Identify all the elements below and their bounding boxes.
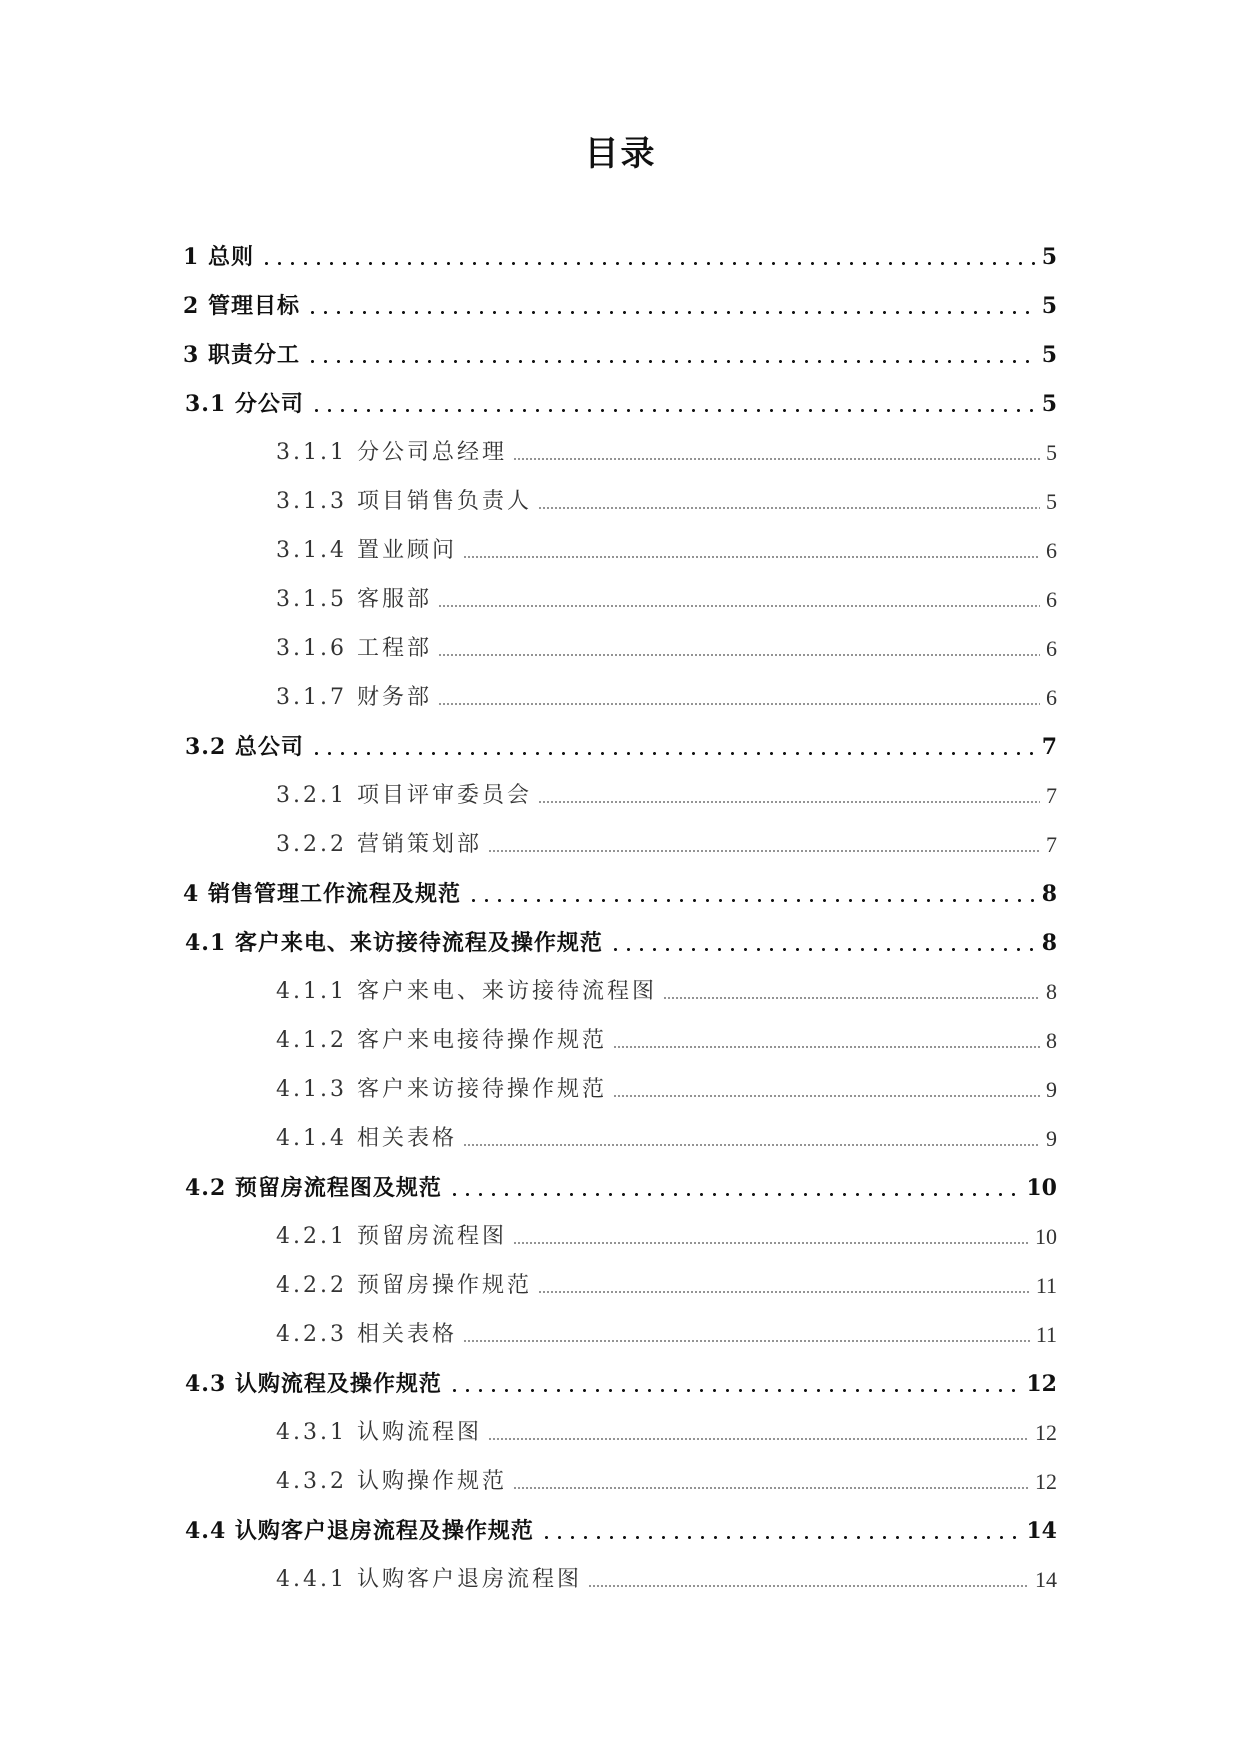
toc-entry[interactable] bbox=[0, 1310, 1241, 1359]
toc-dot-leader bbox=[448, 1173, 1020, 1203]
toc-dot-leader bbox=[588, 1565, 1029, 1595]
toc-entry-label: 4.2.3 相关表格 bbox=[276, 1321, 457, 1347]
toc-page-number: 5 bbox=[1041, 243, 1057, 270]
toc-page-number: 8 bbox=[1046, 978, 1057, 1004]
toc-entry[interactable] bbox=[0, 771, 1241, 820]
toc-page-number: 8 bbox=[1046, 1027, 1057, 1053]
toc-dot-leader bbox=[488, 830, 1040, 860]
toc-dot-leader bbox=[438, 634, 1040, 664]
toc-dot-leader bbox=[438, 585, 1040, 615]
toc-entry-label: 3.1.4 置业顾问 bbox=[276, 537, 457, 563]
toc-entry[interactable] bbox=[0, 281, 1241, 330]
toc-entry[interactable] bbox=[0, 673, 1241, 722]
toc-page-number: 6 bbox=[1046, 635, 1057, 661]
toc-entry[interactable] bbox=[0, 918, 1241, 967]
toc-page-number: 5 bbox=[1046, 488, 1057, 514]
toc-entry[interactable] bbox=[0, 575, 1241, 624]
toc-dot-leader bbox=[613, 1026, 1040, 1056]
toc-page-number: 11 bbox=[1035, 1272, 1057, 1298]
toc-entry-label: 3.1.3 项目销售负责人 bbox=[276, 488, 532, 514]
toc-entry-label: 4.4 认购客户退房流程及操作规范 bbox=[185, 1517, 534, 1544]
toc-entry-label: 1 总则 bbox=[183, 243, 254, 270]
toc-page-number: 14 bbox=[1035, 1566, 1057, 1592]
toc-entry[interactable] bbox=[0, 232, 1241, 281]
toc-entry[interactable] bbox=[0, 967, 1241, 1016]
toc-page-number: 9 bbox=[1046, 1125, 1057, 1151]
toc-dot-leader bbox=[513, 438, 1040, 468]
toc-page-number: 5 bbox=[1046, 439, 1057, 465]
toc-entry[interactable] bbox=[0, 1408, 1241, 1457]
toc-title: 目录 bbox=[584, 134, 657, 174]
toc-dot-leader bbox=[463, 1124, 1040, 1154]
toc-entry-label: 4.4.1 认购客户退房流程图 bbox=[276, 1566, 582, 1592]
toc-dot-leader bbox=[310, 389, 1036, 419]
toc-page-number: 5 bbox=[1041, 292, 1057, 319]
toc-entry-label: 3.2.1 项目评审委员会 bbox=[276, 782, 532, 808]
toc-page-number: 7 bbox=[1046, 831, 1057, 857]
toc-page-number: 14 bbox=[1026, 1517, 1057, 1544]
toc-entry[interactable] bbox=[0, 820, 1241, 869]
toc-entry[interactable] bbox=[0, 428, 1241, 477]
toc-entry[interactable] bbox=[0, 1114, 1241, 1163]
toc-dot-leader bbox=[488, 1418, 1029, 1448]
toc-entry-label: 3.1.1 分公司总经理 bbox=[276, 439, 507, 465]
toc-entry-label: 3.1 分公司 bbox=[185, 390, 304, 417]
toc-entry-label: 4.2.1 预留房流程图 bbox=[276, 1223, 507, 1249]
toc-page-number: 9 bbox=[1046, 1076, 1057, 1102]
toc-dot-leader bbox=[513, 1222, 1029, 1252]
toc-page-number: 8 bbox=[1041, 929, 1057, 956]
toc-entry-label: 4.1.2 客户来电接待操作规范 bbox=[276, 1027, 607, 1053]
toc-entry[interactable] bbox=[0, 1359, 1241, 1408]
toc-dot-leader bbox=[448, 1369, 1020, 1399]
toc-page-number: 6 bbox=[1046, 537, 1057, 563]
toc-entry-label: 3.1.5 客服部 bbox=[276, 586, 432, 612]
toc-page-number: 5 bbox=[1041, 341, 1057, 368]
toc-entry[interactable] bbox=[0, 869, 1241, 918]
toc-dot-leader bbox=[538, 781, 1040, 811]
toc-dot-leader bbox=[310, 732, 1036, 762]
toc-page-number: 12 bbox=[1035, 1419, 1057, 1445]
toc-entry-label: 4.1.3 客户来访接待操作规范 bbox=[276, 1076, 607, 1102]
toc-dot-leader bbox=[663, 977, 1040, 1007]
table-of-contents bbox=[0, 232, 1241, 1604]
toc-entry-label: 4.1.4 相关表格 bbox=[276, 1125, 457, 1151]
toc-page-number: 12 bbox=[1026, 1370, 1057, 1397]
toc-entry[interactable] bbox=[0, 1212, 1241, 1261]
toc-entry-label: 4 销售管理工作流程及规范 bbox=[183, 880, 461, 907]
toc-dot-leader bbox=[467, 879, 1036, 909]
toc-dot-leader bbox=[463, 536, 1040, 566]
toc-page-number: 8 bbox=[1041, 880, 1057, 907]
toc-entry[interactable] bbox=[0, 330, 1241, 379]
toc-page-number: 7 bbox=[1046, 782, 1057, 808]
toc-entry[interactable] bbox=[0, 1555, 1241, 1604]
toc-entry-label: 4.3 认购流程及操作规范 bbox=[185, 1370, 442, 1397]
toc-entry[interactable] bbox=[0, 1457, 1241, 1506]
toc-entry[interactable] bbox=[0, 624, 1241, 673]
toc-entry-label: 2 管理目标 bbox=[183, 292, 300, 319]
toc-entry[interactable] bbox=[0, 722, 1241, 771]
toc-entry-label: 3.1.6 工程部 bbox=[276, 635, 432, 661]
toc-entry-label: 3.2 总公司 bbox=[185, 733, 304, 760]
toc-page-number: 12 bbox=[1035, 1468, 1057, 1494]
toc-entry-label: 4.3.1 认购流程图 bbox=[276, 1419, 482, 1445]
toc-entry[interactable] bbox=[0, 1065, 1241, 1114]
toc-entry-label: 3.2.2 营销策划部 bbox=[276, 831, 482, 857]
toc-page-number: 10 bbox=[1035, 1223, 1057, 1249]
toc-dot-leader bbox=[613, 1075, 1040, 1105]
toc-entry[interactable] bbox=[0, 1261, 1241, 1310]
toc-page-number: 6 bbox=[1046, 684, 1057, 710]
toc-entry-label: 3 职责分工 bbox=[183, 341, 300, 368]
toc-page-number: 10 bbox=[1026, 1174, 1057, 1201]
toc-dot-leader bbox=[306, 291, 1036, 321]
toc-entry[interactable] bbox=[0, 477, 1241, 526]
toc-dot-leader bbox=[538, 487, 1040, 517]
toc-entry-label: 4.1 客户来电、来访接待流程及操作规范 bbox=[185, 929, 603, 956]
toc-page-number: 7 bbox=[1041, 733, 1057, 760]
toc-entry-label: 4.2 预留房流程图及规范 bbox=[185, 1174, 442, 1201]
toc-entry[interactable] bbox=[0, 1016, 1241, 1065]
toc-dot-leader bbox=[463, 1320, 1030, 1350]
toc-dot-leader bbox=[306, 340, 1036, 370]
toc-dot-leader bbox=[260, 242, 1036, 272]
toc-dot-leader bbox=[609, 928, 1036, 958]
toc-page-number: 11 bbox=[1035, 1321, 1057, 1347]
toc-entry[interactable] bbox=[0, 526, 1241, 575]
toc-entry-label: 3.1.7 财务部 bbox=[276, 684, 432, 710]
toc-entry[interactable] bbox=[0, 1163, 1241, 1212]
toc-dot-leader bbox=[513, 1467, 1029, 1497]
toc-entry[interactable] bbox=[0, 1506, 1241, 1555]
toc-dot-leader bbox=[538, 1271, 1030, 1301]
toc-page-number: 6 bbox=[1046, 586, 1057, 612]
toc-entry[interactable] bbox=[0, 379, 1241, 428]
toc-dot-leader bbox=[438, 683, 1040, 713]
toc-entry-label: 4.2.2 预留房操作规范 bbox=[276, 1272, 532, 1298]
toc-page-number: 5 bbox=[1041, 390, 1057, 417]
toc-entry-label: 4.3.2 认购操作规范 bbox=[276, 1468, 507, 1494]
toc-entry-label: 4.1.1 客户来电、来访接待流程图 bbox=[276, 978, 657, 1004]
toc-dot-leader bbox=[540, 1516, 1020, 1546]
